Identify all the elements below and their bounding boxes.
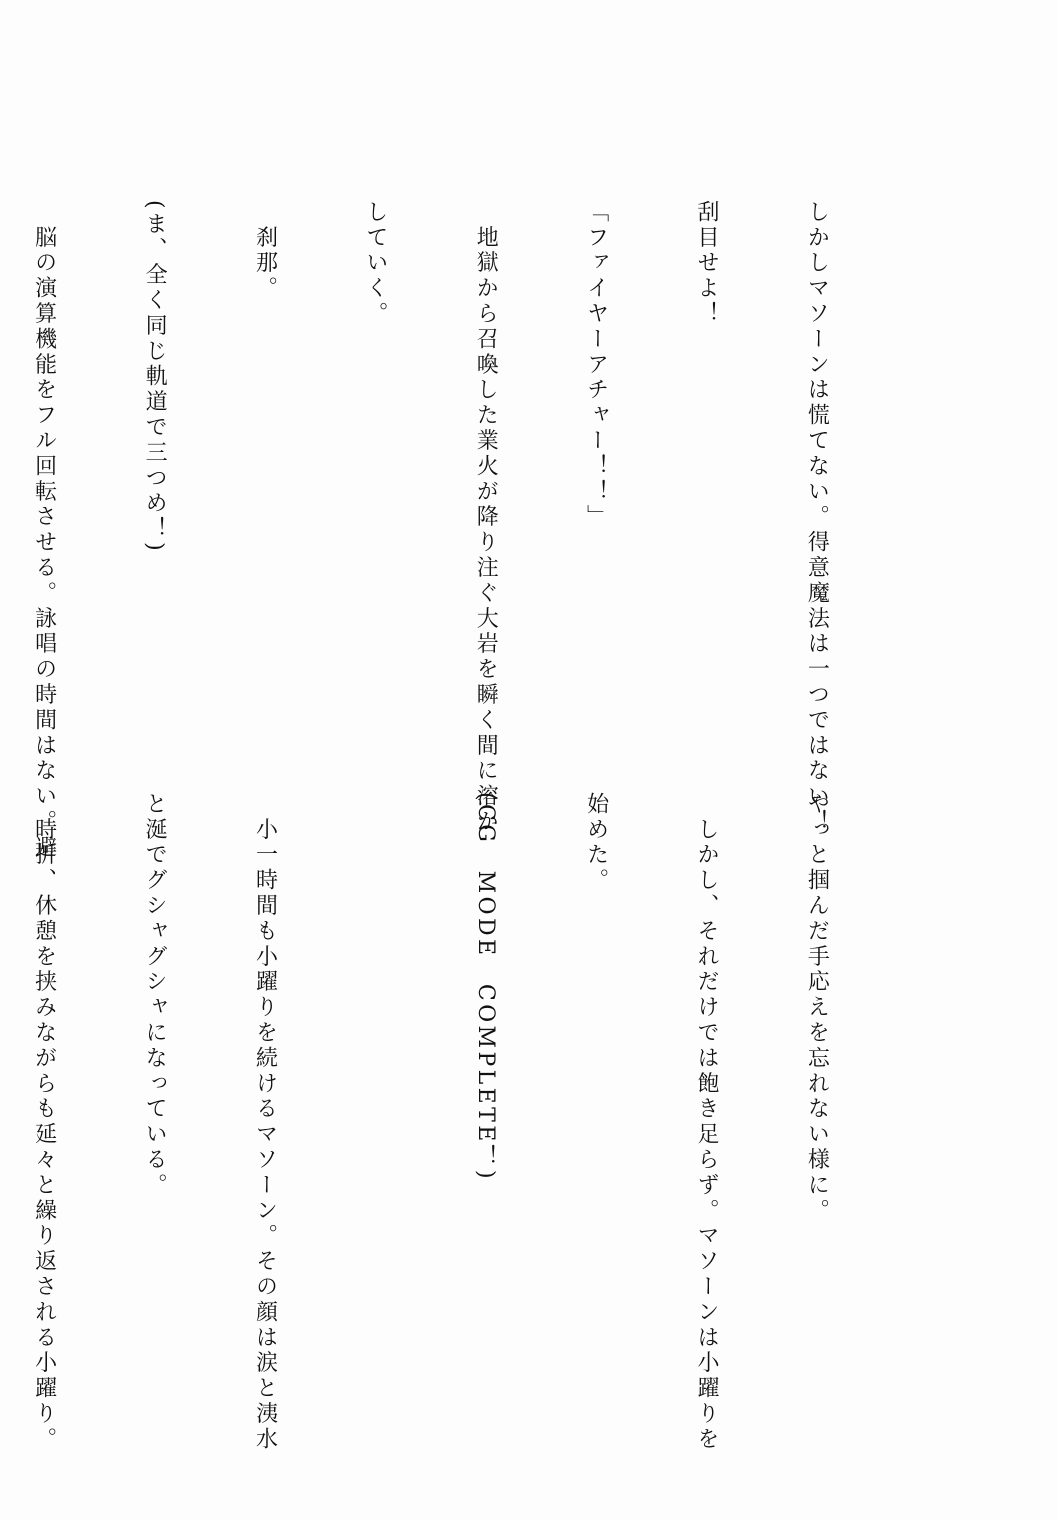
text-line: しかし、それだけでは飽き足らず。マソーンは小躍りを xyxy=(694,792,720,1453)
text-line: 「ファイヤーアチャー！！」 xyxy=(583,200,609,531)
text-line: やっと掴んだ手応えを忘れない様に。 xyxy=(804,792,830,1224)
text-line: と涎でグシャグシャになっている。 xyxy=(142,792,168,1199)
text-line: 時折、休憩を挟みながらも延々と繰り返される小躍り。 xyxy=(31,792,57,1453)
lower-text-block xyxy=(31,792,908,1453)
text-line: 脳の演算機能をフル回転させる。詠唱の時間はない。避 xyxy=(31,200,57,861)
text-line: 始めた。 xyxy=(583,792,609,894)
text-line: 地獄から召喚した業火が降り注ぐ大岩を瞬く間に溶か xyxy=(473,200,499,835)
text-line: 刹那。 xyxy=(252,200,278,302)
text-line xyxy=(356,792,393,1392)
text-line: 刮目せよ！ xyxy=(694,200,720,327)
text-line: しかしマソーンは慌てない。得意魔法は一つではない！ xyxy=(804,200,830,835)
text-line: していく。 xyxy=(362,200,388,327)
text-line: 小一時間も小躍りを続けるマソーン。その顔は涙と洟水 xyxy=(252,792,278,1453)
text-line: (CG MODE COMPLETE！) xyxy=(473,792,499,1183)
text-line: (ま、全く同じ軌道で三つめ！) xyxy=(142,200,168,555)
